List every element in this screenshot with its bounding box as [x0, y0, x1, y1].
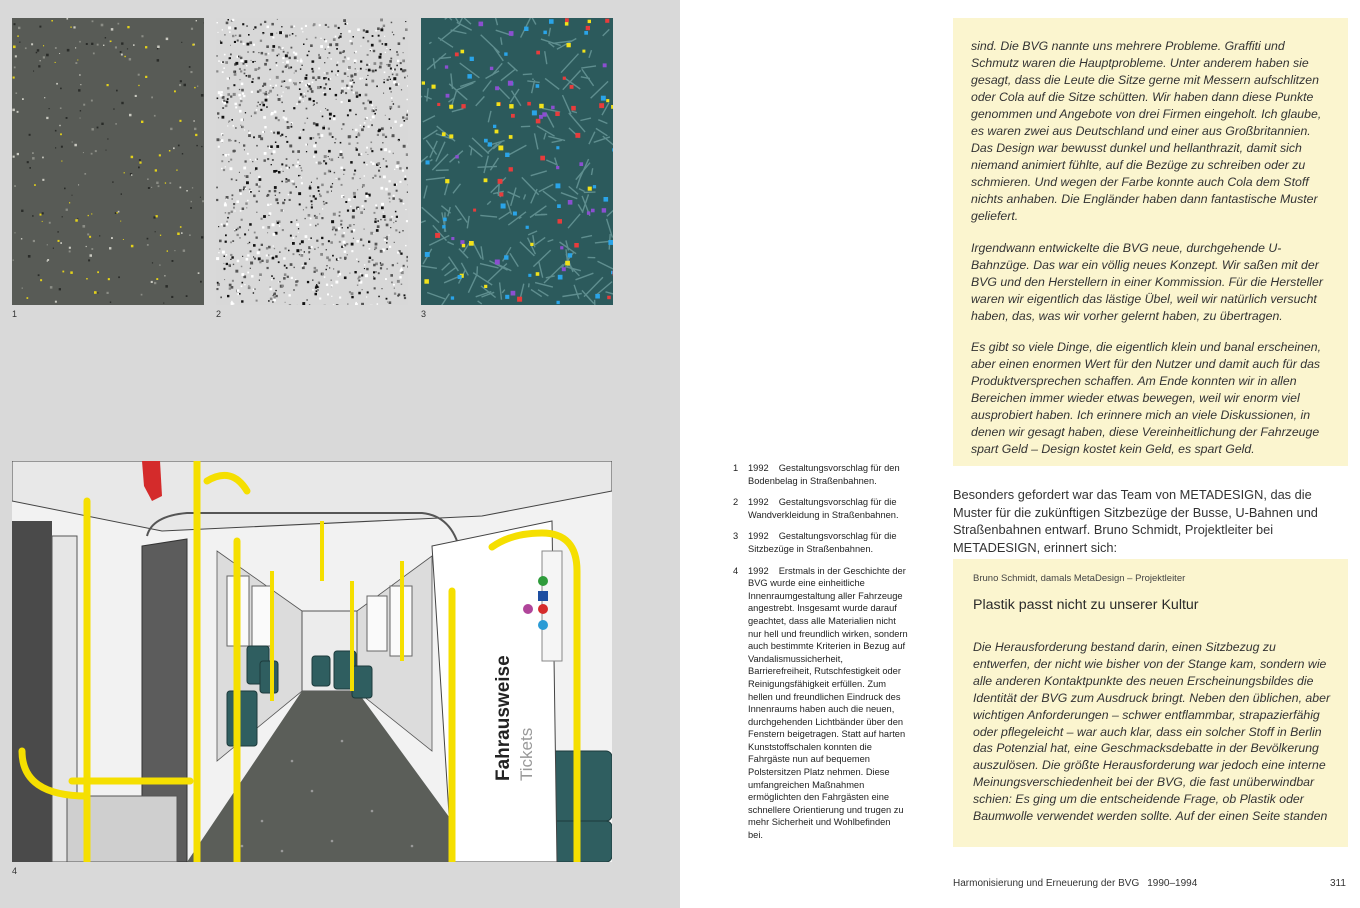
caption-number: 3: [733, 531, 739, 542]
floor-pattern-swatch: [12, 18, 204, 305]
floor-pattern-image: [12, 18, 204, 305]
interview-box: [953, 559, 1348, 847]
figure-number: 3: [421, 309, 427, 319]
quote-paragraph: Es gibt so viele Dinge, die eigentlich klein und banal erscheinen, aber einen enormen Wert für den Nutzer und damit auch für das Produktversprechen schaffen. Am Ende konnten wir in allen Bereichen immer wieder etwas bewegen, weil wir enorm viel ausprobiert haben. Ich erinnere mich an viele Diskussionen, in denen wir gesagt haben, diese Vereinheitlichung der Fahrzeuge spart Geld – Design kostet kein Geld, es spart Geld.: [971, 340, 1321, 456]
caption-year: 1992: [748, 497, 769, 508]
caption-text: Gestaltungsvorschlag für die Sitzbezüge in Straßenbahnen.: [748, 531, 897, 554]
ticket-sign-sub: Tickets: [517, 727, 536, 781]
wall-pattern-image: [216, 18, 408, 305]
caption-number: 2: [733, 497, 739, 508]
caption-number: 1: [733, 463, 739, 473]
interview-title: Plastik passt nicht zu unserer Kultur: [973, 597, 1199, 613]
seat-pattern-swatch: [421, 18, 613, 305]
caption-item: [733, 530, 908, 555]
figure-number: 1: [12, 309, 18, 319]
caption-body: [748, 462, 908, 487]
caption-text: Gestaltungsvorschlag für den Bodenbelag in Straßenbahnen.: [748, 463, 900, 486]
page-number: 311: [1330, 878, 1346, 889]
caption-item: [733, 565, 908, 842]
ticket-sign-main: Fahrausweise: [493, 655, 514, 781]
caption-text: Gestaltungsvorschlag für die Wandverkleidung in Straßenbahnen.: [748, 497, 899, 520]
interview-text: Die Herausforderung bestand darin, einen Sitzbezug zu entwerfen, der nicht wie bisher von der Stange kam, sondern wie alle anderen Kontaktpunkte des neuen Erscheinungsbildes die Identität der BVG zum Ausdruck bringt. Neben den üblichen, aber wichtigen Anforderungen – schwer entflammbar, strapazierfähig oder pflegeleicht – war auch klar, dass ein solcher Stoff in Berlin das Potenzial hat, eine Geschmacksdebatte in der Bevölkerung auszulösen. Die größte Herausforderung war jedoch eine interne Meinungsverschiedenheit bei der BVG, die fast unüberwindbar schien: Es ging um die entscheidende Frage, ob Plastik oder Baumwolle verwendet werden sollte. Auf der einen Seite standen: [973, 640, 1331, 824]
footer-years: 1990–1994: [1147, 878, 1198, 889]
running-footer: [953, 878, 1197, 889]
caption-year: 1992: [748, 565, 769, 576]
footer-title: Harmonisierung und Erneuerung der BVG: [953, 878, 1140, 889]
caption-body: [748, 496, 908, 521]
caption-item: [733, 462, 908, 487]
caption-text: Erstmals in der Geschichte der BVG wurde eine einheitliche Innenraumgestaltung aller Fahrzeuge angestrebt. Insgesamt wurde darauf geachtet, dass alle Materialien nicht nur hell und freundlich wirken, sondern auch bestimmte Kriterien in Bezug auf Vandalismussicherheit, Barrierefreiheit, Rutschfestigkeit oder Reinigungsfähigkeit erfüllen. Zum hellen und freundlichen Eindruck des Innenraums haben auch die neuen, durchgehenden Lichtbänder über den Fenstern beigetragen. Statt auf harten Kunststoffschalen konnten die Fahrgäste nun auf bequemen Polstersitzen Platz nehmen. Diese umfangreichen Maßnahmen ermöglichten den Fahrgästen eine schnellere Orientierung und trugen zu mehr Sicherheit und Wohlbefinden bei.: [748, 565, 908, 841]
caption-body: [748, 565, 908, 842]
caption-year: 1992: [748, 463, 769, 473]
caption-item: [733, 496, 908, 521]
quote-paragraph: sind. Die BVG nannte uns mehrere Probleme. Graffiti und Schmutz waren die Hauptprobleme. Unter anderem haben sie gesagt, dass die Leute die Sitze gerne mit Messern aufschlitzen oder Cola auf die Sitze schütten. Wir haben dann diese Punkte genommen und Angebote von drei Firmen eingeholt. Ich glaube, es waren zwei aus Deutschland und einer aus Großbritannien. Das Design war bewusst dunkel und hellanthrazit, damit sich niemand animiert fühlte, auf die Bezüge zu schreiben oder zu schmieren. Und wegen der Farbe konnte auch Cola dem Stoff nichts anhaben. Die Engländer haben dann fantastische Muster geliefert.: [971, 39, 1322, 223]
tram-interior-drawing: [12, 461, 612, 862]
quote-paragraph: Irgendwann entwickelte die BVG neue, durchgehende U-Bahnzüge. Das war ein völlig neues Konzept. Wir saßen mit der BVG und den Herstellern in einer Kommission. Für die Hersteller waren wir eigentlich das lästige Übel, weil wir natürlich versucht haben, das, was wir vorher gelernt haben, zu übertragen.: [971, 240, 1323, 323]
seat-pattern-image: [421, 18, 613, 305]
figure-number: 2: [216, 309, 222, 319]
quote-box: [953, 18, 1348, 466]
caption-body: [748, 530, 908, 555]
body-paragraph: Besonders gefordert war das Team von METADESIGN, das die Muster für die zukünftigen Sitzbezüge der Busse, U-Bahnen und Straßenbahnen entwarf. Bruno Schmidt, Projektleiter bei METADESIGN, erinnert sich:: [953, 487, 1318, 555]
quote-text: [971, 38, 1333, 473]
tram-interior-illustration: [12, 461, 612, 862]
wall-pattern-swatch: [216, 18, 408, 305]
figure-number: 4: [12, 866, 18, 876]
caption-year: 1992: [748, 531, 769, 542]
interview-meta: Bruno Schmidt, damals MetaDesign – Projektleiter: [973, 573, 1186, 584]
figure-captions: [733, 462, 908, 851]
caption-number: 4: [733, 565, 739, 576]
